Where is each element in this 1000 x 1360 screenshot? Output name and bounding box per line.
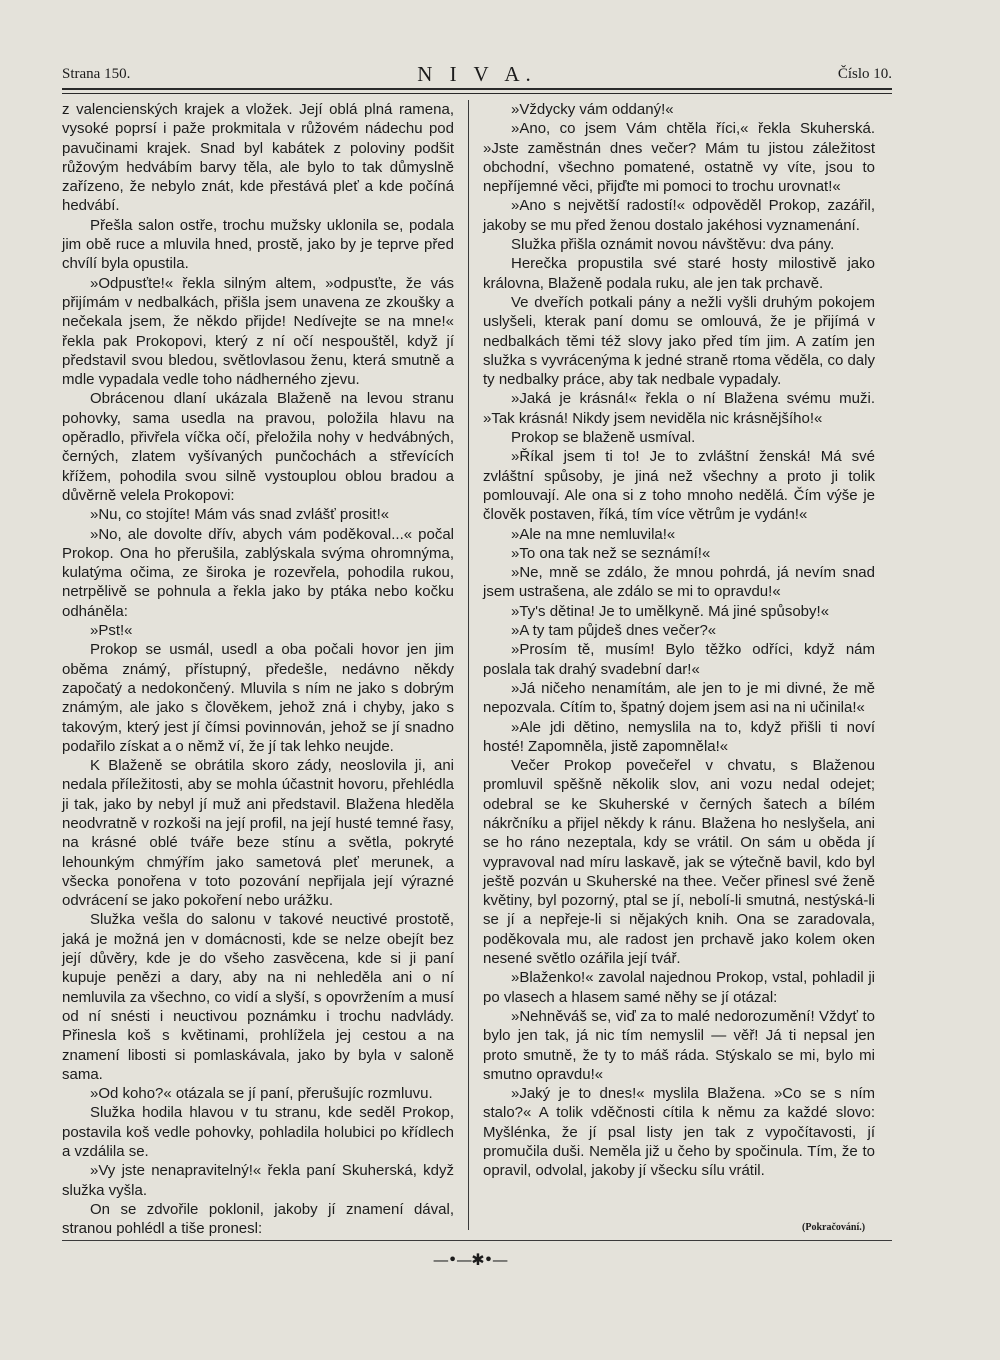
page-header	[62, 62, 892, 86]
right-column	[483, 100, 875, 1181]
paragraph: Přešla salon ostře, trochu mužsky uklonila se, podala jim obě ruce a mluvila hned, prostě, jako by je teprve před chvílí byla opustila.	[62, 216, 454, 273]
paragraph: K Blaženě se obrátila skoro zády, neoslovila ji, ani nedala příležitosti, aby se mohla účastnit hovoru, přehlédla ji tak, jako by nebyl jí muž ani představil. Blažena hleděla neodvratně v rozkoši na její profil, na její husté temné řasy, na krásné oblé tváře beze stínu a světla, pokryté lehounkým chmýřím jako sametová pleť merunek, a všecka ponořena v toto pozování nepřijala její výrazné odvrácení se jako pokoření nebo urážku.	[62, 757, 454, 910]
paragraph: Prokop se usmál, usedl a oba počali hovor jen jim oběma známý, přístupný, předešle, nedávno někdy započatý a nedokončený. Mluvila s ním ne jako s dobrým známým, ale jako s člověkem, jehož zná i chyby, jako s takovým, který jest jí čímsi povinnován, jehož se jí snadno podařilo získat a o němž ví, že jí tak lehko neujde.	[62, 641, 454, 755]
paragraph: »Ale jdi dětino, nemyslila na to, když přišli ti noví hosté! Zapomněla, jistě zapomněla!«	[483, 718, 875, 755]
paragraph: Prokop se blaženě usmíval.	[511, 429, 696, 447]
paragraph: »Odpusťte!« řekla silným altem, »odpusťte, že vás přijímám v nedbalkách, přišla jsem unavena ze zkoušky a nečekala jsem, že někdo přijde! Nedívejte se na mne!« řekla pak Prokopovi, který z ní očí nespouštěl, když jí představil svou bledou, světlovlasou ženu, která smutně a mdle vypadala vedle toho nádherného zjevu.	[62, 274, 454, 389]
paragraph: »Pst!«	[90, 622, 133, 640]
paragraph: Obrácenou dlaní ukázala Blaženě na levou stranu pohovky, sama usedla na pravou, položila hlavu na opěradlo, přivřela víčka očí, přeložila nohy v hedvábných, černých, zlatem vyšívaných punčochách a střevících křížem, pohodila svou silně vystouplou oblou bradou a důvěrně velela Prokopovi:	[62, 390, 454, 504]
journal-title: N I V A.	[417, 62, 537, 86]
paragraph: »Ano, co jsem Vám chtěla říci,« řekla Skuherská. »Jste zaměstnán dnes večer? Mám tu jistou záležitost obchodní, všechno pomatené, ostatně vy víte, jsou to nepříjemné věci, přijďte mi pomoci to trochu urovnat!«	[483, 120, 875, 196]
footer-rule	[62, 1240, 892, 1241]
page-number: Strana 150.	[62, 66, 131, 82]
paragraph: On se zdvořile poklonil, jakoby jí znamení dával, stranou pohlédl a tiše pronesl:	[62, 1200, 454, 1238]
paragraph: Herečka propustila své staré hosty milostivě jako královna, Blaženě podala ruku, ale jen tak prchavě.	[483, 255, 875, 292]
paragraph: »Vždycky vám oddaný!«	[511, 101, 674, 118]
paragraph: »Ty's dětina! Je to umělkyně. Má jiné spůsoby!«	[511, 602, 830, 620]
paragraph: Služka vešla do salonu v takové neuctivé prostotě, jaká je možná jen v domácnosti, kde se nelze obejít bez její důvěry, kde je do všeho zasvěcena, kde si ji paní kupuje penězi a dary, aby na ni nehleděla ani o ní nemluvila za všechno, co vidí a slyší, s opovržením a musí od ní snésti i neuctivou poznámku i trochu nadvlády. Přinesla koš s květinami, prohlížela jej cestou a na znamení libosti si pomlaskávala, jako by byla v saloně sama.	[62, 911, 454, 1083]
paragraph: »Ne, mně se zdálo, že mnou pohrdá, já nevím snad jsem ustrašena, ale zdálo se mi to opravdu!«	[483, 564, 875, 601]
issue-number: Číslo 10.	[837, 66, 892, 82]
paragraph: »Nehněváš se, viď za to malé nedorozumění! Vždyť to bylo jen tak, já nic tím nemyslil — věř! Já ti nepsal jen proto smutně, že ty to máš ráda. Stýskalo se mi, bylo mi smutno opravdu!«	[483, 1007, 875, 1083]
column-divider	[468, 100, 469, 1230]
paragraph: Ve dveřích potkali pány a nežli vyšli druhým pokojem uslyšeli, kterak paní domu se omlouvá, že je přijímá v nedbalkách těmi též slovy jako před tím jim. A zatím jen služka s vyvrácenýma k jedné straně rtoma věděla, co daly ty nedbalky práce, aby tak nedbale vypadaly.	[483, 293, 875, 389]
paragraph: Služka hodila hlavou v tu stranu, kde seděl Prokop, postavila koš vedle pohovky, pohladila holubici po křídlech a vzdálila se.	[62, 1104, 454, 1161]
paragraph: »Říkal jsem ti to! Je to zvláštní ženská! Má své zvláštní spůsoby, je jiná než všechny a proto ji tolik pomlouvají. Ale ona si z toho mnoho nedělá. Čím výše je člověk postaven, říká, tím více větrům je vydán!«	[483, 448, 875, 524]
paragraph: »Já ničeho nenamítám, ale jen to je mi divné, že mě nepozvala. Cítím to, špatný dojem jsem asi na ni učinila!«	[483, 679, 875, 717]
header-rule	[62, 88, 892, 94]
paragraph: Večer Prokop povečeřel v chvatu, s Blaženou promluvil spěšně několik slov, ani vozu nedal odejet; odebral se ke Skuherské v černých šatech a bílém nákrčníku a přijel někdy k ránu. Blažena ho neslyšela, ani se ho ráno nezeptala, kdy se vrátil. On sám u oběda jí vypravoval nad míru laskavě, jak se výtečně bavil, kdo byl ještě pozván u Skuherské na thee. Večer přinesl své ženě květiny, byl pozorný, ptal se jí, nebolí-li smutná, nestýská-li se jí a nepřeje-li si nějakých knih. Ona se zaradovala, poděkovala mu, ale radost jen prchavě jako kolem oken nesené světlo ozářila její tvář.	[483, 757, 875, 968]
paragraph: »Jaká je krásná!« řekla o ní Blažena svému muži. »Tak krásná! Nikdy jsem neviděla nic krásnějšího!«	[483, 390, 875, 427]
ornament-icon: —•—✱•—	[432, 1250, 508, 1269]
paragraph: Služka přišla oznámit novou návštěvu: dva pány.	[511, 236, 835, 254]
paragraph: »Od koho?« otázala se jí paní, přerušujíc rozmluvu.	[90, 1085, 433, 1103]
paragraph: »No, ale dovolte dřív, abych vám poděkoval...« počal Prokop. Ona ho přerušila, zablýskala svýma ohromnýma, kulatýma očima, ze široka je rozevřela, pohodila rukou, netrpělivě se pohnula a řekla jako by ptáka nebo kočku odháněla:	[62, 525, 454, 620]
left-column	[62, 100, 454, 1239]
paragraph: »Ano s největší radostí!« odpověděl Prokop, zazářil, jakoby se mu před ženou dostalo jakéhosi vyznamenání.	[483, 197, 875, 234]
continuation-note: (Pokračování.)	[802, 1222, 866, 1233]
paragraph: »Prosím tě, musím! Bylo těžko odříci, když nám poslala tak drahý svadební dar!«	[483, 641, 875, 678]
paragraph: »Nu, co stojíte! Mám vás snad zvlášť prosit!«	[90, 506, 390, 524]
paragraph: »Blaženko!« zavolal najednou Prokop, vstal, pohladil ji po vlasech a hlasem samé něhy se jí otázal:	[483, 969, 875, 1006]
paragraph: »Jaký je to dnes!« myslila Blažena. »Co se s ním stalo?« A tolik vděčnosti cítila k němu za každé slovo: Myšlénka, že jí psal listy jen tak z vypočítavosti, jí promučila duši. Neměla již u čeho by spočinula. Tím, že to opravil, odvolal, jakoby jí všecku sílu vrátil.	[483, 1085, 875, 1180]
paragraph: »To ona tak než se seznámí!«	[511, 544, 711, 562]
paragraph: »A ty tam půjdeš dnes večer?«	[511, 622, 717, 640]
paragraph: »Ale na mne nemluvila!«	[511, 525, 676, 543]
paragraph: z valencienských krajek a vložek. Její oblá plná ramena, vysoké poprsí i paže prokmitala v růžovém nádechu pod pavučinami krajek. Snad byl kabátek z poloviny podšit růžovým hedvábím barvy těla, ale bylo to tak důmyslně zařízeno, že nebylo znát, kde přestává pleť a kde počíná hedvábí.	[62, 101, 454, 215]
paragraph: »Vy jste nenapravitelný!« řekla paní Skuherská, když služka vyšla.	[62, 1162, 454, 1199]
